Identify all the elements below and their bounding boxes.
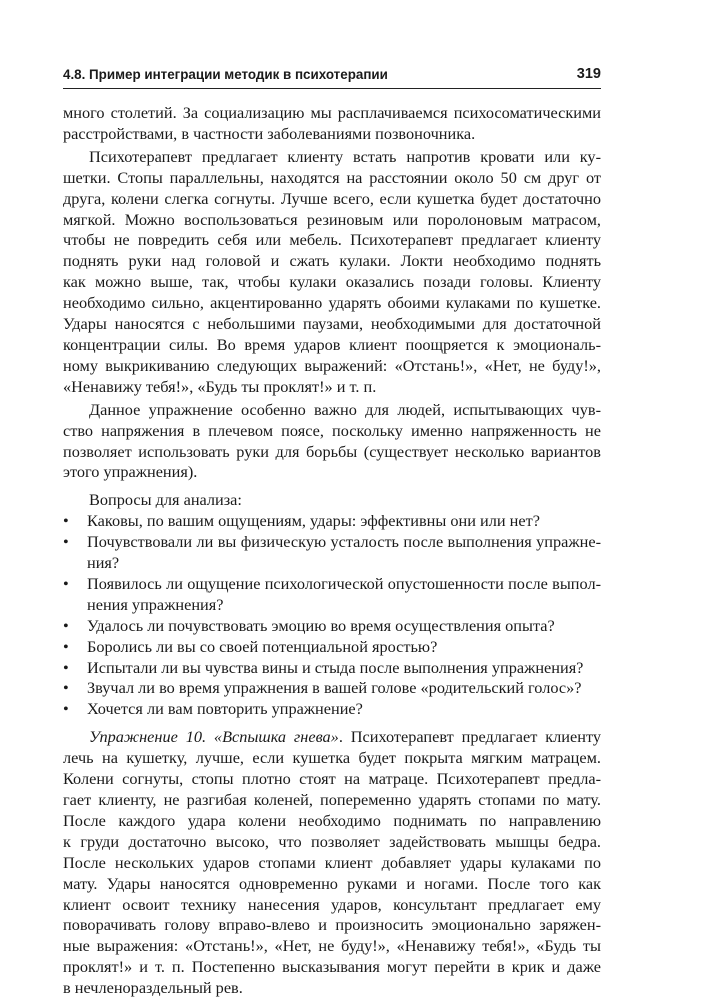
list-item: • Испытали ли вы чувства вины и стыда после выполнения упражнения? xyxy=(63,658,601,679)
text-line: ные выражения: «Отстань!», «Нет, не буду!», «Ненавижу тебя!», «Будь ты xyxy=(63,936,601,956)
exercise-first-line: . Психотерапевт предлагает клиенту xyxy=(338,727,601,747)
text-line: расстройствами, в частности заболеваниями позвоночника. xyxy=(63,123,476,143)
list-item-continuation: нения упражнения? xyxy=(87,594,224,614)
text-line: Колени согнуты, стопы плотно стоят на матраце. Психотерапевт предла- xyxy=(63,769,601,789)
paragraph-1 xyxy=(63,103,601,145)
text-line: гает клиенту, не разгибая коленей, попеременно ударять стопами по мату. xyxy=(63,790,601,809)
text-line: этого упражнения). xyxy=(63,462,198,482)
list-item: • Появилось ли ощущение психологической опустошенности после выпол- xyxy=(63,574,601,595)
text-line: «Ненавижу тебя!», «Будь ты проклят!» и т. п. xyxy=(63,376,377,396)
text-line: концентрации силы. Во время ударов клиент поощряется к эмоциональ- xyxy=(63,334,601,354)
text-line: После нескольких ударов стопами клиент добавляет удары кулаками по xyxy=(63,852,601,872)
paragraph-2 xyxy=(63,147,601,398)
text-line: много столетий. За социализацию мы расплачиваемся психосоматическими xyxy=(63,103,601,122)
text-line: поднять руки над головой и сжать кулаки. Локти необходимо поднять xyxy=(63,251,601,271)
list-item: • Боролись ли вы со своей потенциальной яростью? xyxy=(63,637,601,658)
running-header xyxy=(63,66,601,89)
text-line: необходимо сильно, акцентированно ударять обоими кулаками по кушетке. xyxy=(63,293,601,313)
text-line: После каждого удара колени необходимо поднимать по направлению xyxy=(63,810,601,830)
text-line: позволяет использовать руки для борьбы (существует несколько вариантов xyxy=(63,441,601,461)
text-line: Данное упражнение особенно важно для людей, испытывающих чув- xyxy=(89,399,601,419)
list-item: • Каковы, по вашим ощущениям, удары: эффективны они или нет? xyxy=(63,511,601,532)
page-number: 319 xyxy=(576,66,601,82)
paragraph-3 xyxy=(63,400,601,484)
text-line: как можно выше, так, чтобы кулаки оказались позади головы. Клиенту xyxy=(63,272,601,292)
list-item: • Удалось ли почувствовать эмоцию во время осуществления опыта? xyxy=(63,616,601,637)
text-line: проклят!» и т. п. Постепенно высказывания могут перейти в крик и даже xyxy=(63,957,601,977)
text-line: ство напряжения в плечевом поясе, поскольку именно напряженность не xyxy=(63,420,601,440)
exercise-10-paragraph xyxy=(63,727,601,999)
text-line: чтобы не повредить себя или мебель. Психотерапевт предлагает клиенту xyxy=(63,230,601,250)
text-line: Удары наносятся с небольшими паузами, необходимыми для достаточной xyxy=(63,314,601,334)
text-line: мягкой. Можно воспользоваться резиновым или поролоновым матрасом, xyxy=(63,209,601,229)
text-line: лечь на кушетку, лучше, если кушетка будет покрыта мягким матрацем. xyxy=(63,748,601,768)
page-body xyxy=(63,103,601,999)
text-line: к груди достаточно высоко, что позволяет задействовать мышцы бедра. xyxy=(63,831,601,851)
text-line: Психотерапевт предлагает клиенту встать напротив кровати или ку- xyxy=(89,146,601,166)
text-line: друга, колени слегка согнуты. Лучше всего, если кушетка будет достаточно xyxy=(63,188,601,208)
text-line: шетки. Стопы параллельны, находятся на расстоянии около 50 см друг от xyxy=(63,167,601,187)
list-item: • Звучал ли во время упражнения в вашей голове «родительский голос»? xyxy=(63,678,601,699)
text-line: клиент освоит технику нанесения ударов, консультант предлагает ему xyxy=(63,894,601,914)
questions-list xyxy=(63,511,601,720)
text-line: мату. Удары наносятся одновременно руками и ногами. После того как xyxy=(63,873,601,893)
list-item: • Хочется ли вам повторить упражнение? xyxy=(63,699,601,720)
text-line: поворачивать голову вправо-влево и произносить эмоционально заряжен- xyxy=(63,915,601,935)
questions-intro: Вопросы для анализа: xyxy=(89,490,242,510)
list-item-continuation: ния? xyxy=(87,553,120,573)
list-item: • Почувствовали ли вы физическую усталость после выполнения упражне- xyxy=(63,532,601,553)
text-line: ному выкрикиванию следующих выражений: «Отстань!», «Нет, не буду!», xyxy=(63,355,601,375)
text-line: в нечленораздельный рев. xyxy=(63,978,243,998)
section-title: 4.8. Пример интеграции методик в психотерапии xyxy=(63,67,388,82)
exercise-title: Упражнение 10. «Вспышка гнева» xyxy=(89,727,339,747)
text-line xyxy=(63,727,601,748)
